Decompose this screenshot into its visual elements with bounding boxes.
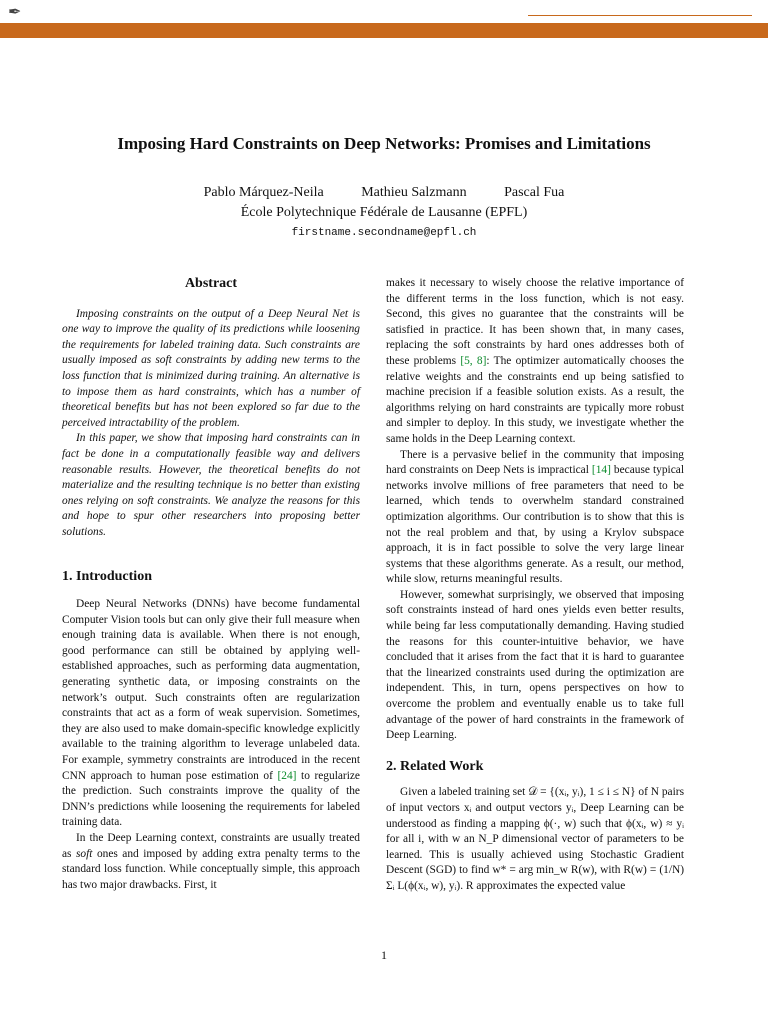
affiliation: École Polytechnique Fédérale de Lausanne (EPFL)	[240, 205, 528, 220]
intro-paragraph: There is a pervasive belief in the community that imposing hard constraints on Deep Nets is impractical [14] because typical networks involve millions of free parameters that need to be learned, which tends to overwhelm standard constrained optimization algorithms. Our contribution is to show that this is not the real problem and that, by using a Krylov subspace approach, it is in fact possible to solve the very large linear systems that these algorithms generate. As a result, our method, while slow, returns meaningful results.	[386, 448, 684, 586]
accent-band	[0, 24, 768, 38]
intro-heading: 1. Introduction	[62, 568, 152, 584]
intro-paragraph: However, somewhat surprisingly, we observed that imposing soft constraints instead of hard ones yields even better results, while being far less computationally demanding. Having studied the reasons for this counter-intuitive behavior, we have concluded that it arises from the fact that it is hard to guarantee that the linearized constraints used during the optimization are independent. This, in turn, opens perspectives on how to overcome the problem and eventually enable us to take full advantage of the power of hard constraints in the framework of Deep Learning.	[386, 588, 684, 742]
abstract-heading: Abstract	[184, 276, 238, 291]
page-number: 1	[381, 948, 387, 962]
header-rule	[528, 15, 752, 16]
related-work-heading: 2. Related Work	[386, 758, 484, 774]
pen-nib-icon: ✒	[8, 2, 22, 21]
top-bar	[0, 0, 768, 24]
paper-title: Imposing Hard Constraints on Deep Networks: Promises and Limitations	[117, 134, 651, 153]
abstract-body	[62, 307, 360, 541]
author-list	[0, 185, 768, 201]
intro-paragraph: Deep Neural Networks (DNNs) have become fundamental Computer Vision tools but can only give their full measure when enough training data is available. When there is not enough, good performance can still be obtained by applying well-established approaches, such as performing data augmentation, generating synthetic data, or imposing constraints on the network’s output. Such constraints often are regularization constraints that act as a form of weak supervision. Sometimes, they are also used to make domain-specific knowledge explicitly available to the training algorithm to leverage unlabeled data. For example, symmetry constraints are introduced in the recent CNN approach to human pose estimation of [24] to regularize the prediction. Such constraints improve the quality of the DNN’s predictions while loosening the requirements for labeled training data.	[62, 598, 360, 829]
author-name: Pablo Márquez-Neila	[203, 185, 324, 200]
citation-link[interactable]: [14]	[591, 464, 611, 477]
abstract-paragraph: In this paper, we show that imposing hard constraints can in fact be done in a computationally feasible way and delivers reasonable results. However, the theoretical benefits do not materialize and the resulting technique is no better than existing ones relying on soft constraints. We analyze the reasons for this and hope to spur other researchers into proposing better solutions.	[62, 432, 360, 538]
citation-link[interactable]: [5, 8]	[460, 354, 487, 367]
citation-link[interactable]: [24]	[277, 769, 297, 782]
author-name: Pascal Fua	[504, 185, 565, 200]
intro-paragraph: makes it necessary to wisely choose the relative importance of the different terms in the loss function, which is not easy. Second, this gives no guarantee that the constraints will be satisfied in practice. It has been shown that, in many cases, replacing the soft constraints by hard ones addresses both of these problems [5, 8]: The optimizer automatically chooses the relative weights and the constraints end up being satisfied to machine precision if a feasible solution exists. As a result, the algorithms relying on hard constraints are typically more robust and simpler to deploy. In this study, we investigate whether the same holds in the Deep Learning context.	[386, 277, 684, 445]
right-column	[386, 276, 684, 895]
author-name: Mathieu Salzmann	[361, 185, 467, 200]
related-paragraph: Given a labeled training set 𝒟 = {(xᵢ, yᵢ), 1 ≤ i ≤ N} of N pairs of input vectors xᵢ and output vectors yᵢ, Deep Learning can be understood as finding a mapping ϕ(·, w) such that ϕ(xᵢ, w) ≈ yᵢ for all i, with w an N_P dimensional vector of parameters to be learned. This is usually achieved using Stochastic Gradient Descent (SGD) to find w* = arg min_w R(w), with R(w) = (1/N) Σᵢ L(ϕ(xᵢ, w), yᵢ). R approximates the expected value	[386, 786, 684, 892]
author-email: firstname.secondname@epfl.ch	[291, 227, 477, 239]
intro-paragraph: In the Deep Learning context, constraints are usually treated as soft ones and imposed by adding extra penalty terms to the standard loss function. While conceptually simple, this approach has two major drawbacks. First, it	[62, 832, 360, 891]
left-column	[62, 276, 360, 893]
abstract-paragraph: Imposing constraints on the output of a Deep Neural Net is one way to improve the quality of its predictions while loosening the requirements for labeled training data. Such constraints are usually imposed as soft constraints by adding new terms to the loss function that is minimized during training. An alternative is to impose them as hard constraints, which has a number of theoretical benefits but has not been explored so far due to the perceived intractability of the problem.	[62, 307, 360, 429]
